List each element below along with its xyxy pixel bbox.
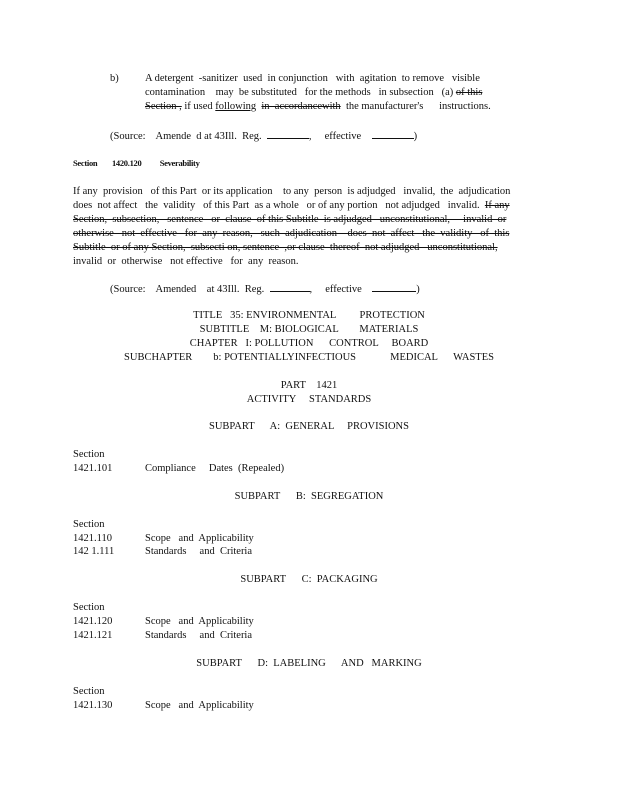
item-b-line-2-strike: of this <box>455 87 483 98</box>
title-line-3: CHAPTER I: POLLUTION CONTROL BOARD <box>189 338 429 349</box>
title-line-4: SUBCHAPTER b: POTENTIALLYINFECTIOUS MEDICAL WASTES <box>124 352 494 363</box>
toc-row <box>73 545 252 558</box>
subpart-heading: SUBPART C: PACKAGING <box>240 574 378 585</box>
severability-line-3: Section, subsection, sentence or clause of this Subtitle is adjudged unconstitutional, invalid or <box>73 214 507 225</box>
section-heading-number: Section 1420.120 <box>73 158 142 168</box>
title-line-2: SUBTITLE M: BIOLOGICAL MATERIALS <box>199 324 419 335</box>
toc-row-number: 1421.121 <box>73 630 113 641</box>
section-label: Section <box>73 686 105 697</box>
source-note-2-effective: effective <box>325 284 362 295</box>
item-b-line-3-strike-a: Section , <box>145 101 182 112</box>
item-b-line-2 <box>145 86 482 99</box>
toc-row-number: 142 1.111 <box>73 546 115 557</box>
toc-row-number: 1421.101 <box>73 463 113 474</box>
blank-line <box>372 129 414 139</box>
toc-row <box>73 699 254 712</box>
part-line-2: ACTIVITY STANDARDS <box>246 394 372 405</box>
toc-row <box>73 615 254 628</box>
item-b-line-2-text: contamination may be substituted for the methods in subsection (a) <box>145 87 454 98</box>
item-b-line-3-mid: if used <box>181 101 216 112</box>
toc-row-title: Scope and Applicability <box>145 700 254 711</box>
toc-row-number: 1421.130 <box>73 700 113 711</box>
subpart-heading: SUBPART D: LABELING AND MARKING <box>196 658 422 669</box>
toc-row <box>73 629 252 642</box>
severability-line-2 <box>73 199 510 212</box>
severability-line-2-text: does not affect the validity of this Part as a whole or of any portion not adjudged invalid. <box>73 200 480 211</box>
severability-line-2-strike: If any <box>484 200 510 211</box>
item-b-line-3-underline: following <box>215 101 257 112</box>
section-heading-title: Severability <box>159 158 200 168</box>
source-note-2-prefix: (Source: Amended at 43Ill. Reg. <box>110 284 265 295</box>
subpart-heading: SUBPART B: SEGREGATION <box>234 491 384 502</box>
blank-line <box>267 129 309 139</box>
section-heading <box>73 157 200 170</box>
part-line-1: PART 1421 <box>280 380 338 391</box>
severability-line-5: Subtitle or of any Section, subsecti on, sentence ,or clause thereof not adjudged unconstitutional, <box>73 242 498 253</box>
source-note-2: (Source: Amended at 43Ill. Reg. , effective ) <box>110 284 420 295</box>
section-label: Section <box>73 449 105 460</box>
severability-line-4: otherwise not effective for any reason, such adjudication does not affect the validity of this <box>73 228 510 239</box>
toc-row-number: 1421.120 <box>73 616 113 627</box>
subpart-heading: SUBPART A: GENERAL PROVISIONS <box>209 421 409 432</box>
section-label: Section <box>73 519 105 530</box>
blank-line <box>372 282 416 292</box>
toc-row <box>73 532 254 545</box>
item-b-line-1: A detergent -sanitizer used in conjunction with agitation to remove visible <box>145 73 480 84</box>
source-note-1-prefix: (Source: Amende d at 43Ill. Reg. <box>110 131 262 142</box>
toc-row-title: Standards and Criteria <box>145 546 253 557</box>
toc-row-title: Compliance Dates (Repealed) <box>145 463 285 474</box>
item-b-line-3 <box>145 100 491 113</box>
item-b-marker: b) <box>110 73 119 84</box>
source-note-1-effective: effective <box>324 131 362 142</box>
title-line-1: TITLE 35: ENVIRONMENTAL PROTECTION <box>193 310 425 321</box>
toc-row-title: Scope and Applicability <box>145 616 254 627</box>
toc-row-number: 1421.110 <box>73 533 112 544</box>
toc-row <box>73 462 284 475</box>
severability-line-6: invalid or otherwise not effective for any reason. <box>73 256 299 267</box>
blank-line <box>270 282 310 292</box>
item-b-line-3-end: the manufacturer's instructions. <box>340 101 491 112</box>
toc-row-title: Standards and Criteria <box>145 630 253 641</box>
source-note-1: (Source: Amende d at 43Ill. Reg. , effective ) <box>110 131 418 142</box>
toc-row-title: Scope and Applicability <box>145 533 254 544</box>
section-label: Section <box>73 602 105 613</box>
item-b-line-3-strike-b: in accordancewith <box>261 101 341 112</box>
severability-line-1: If any provision of this Part or its application to any person is adjudged invalid, the adjudication <box>73 186 511 197</box>
